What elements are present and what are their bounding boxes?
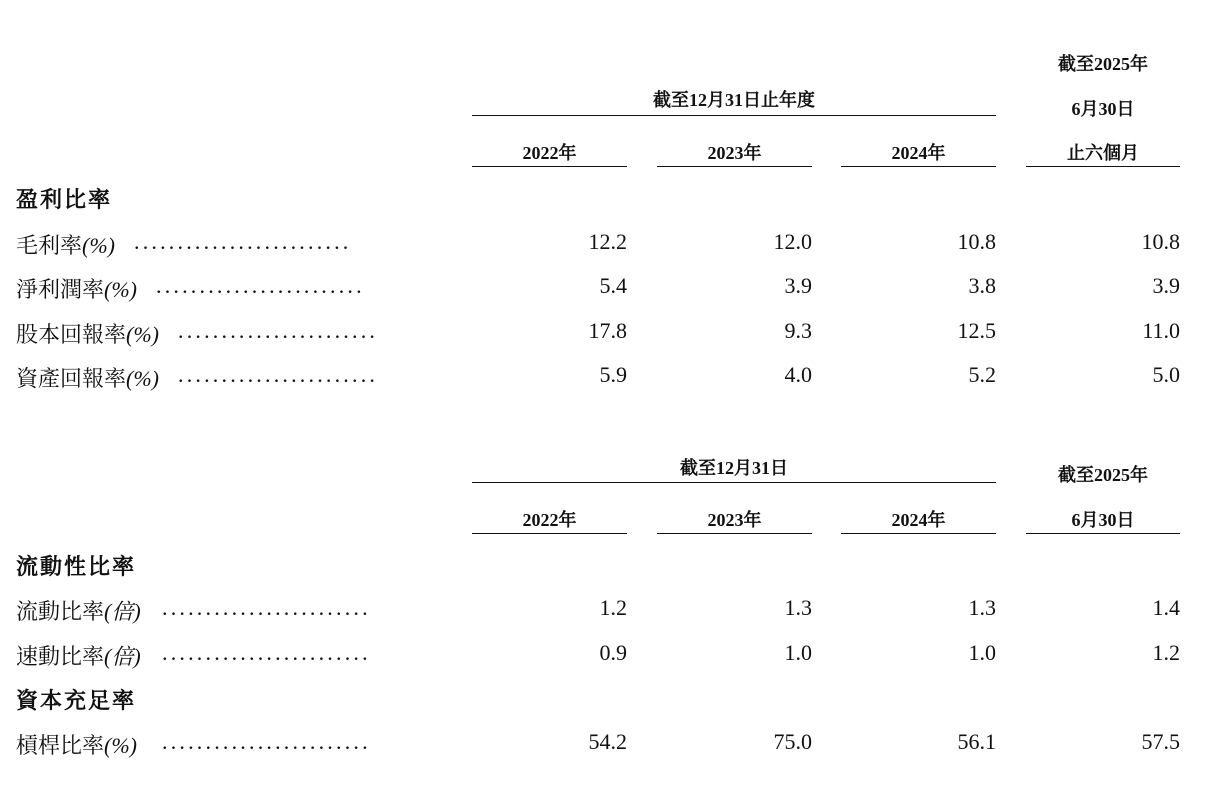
row-label: 資產回報率(%) [16,366,159,391]
value-2022: 0.9 [599,640,627,665]
table2-year-2023: 2023年 [707,510,762,530]
table1-year-2023: 2023年 [707,143,762,163]
leader-dots: ......................... [134,229,352,254]
section-title-profitability: 盈利比率 [16,187,113,212]
table1-last-header-line3: 止六個月 [1067,143,1139,163]
value-2025h1: 57.5 [1141,729,1180,754]
table1-col-rule-last [1026,166,1180,167]
row-label: 速動比率(倍) [16,644,141,669]
value-2025h1: 1.2 [1152,640,1180,665]
value-2025h1: 5.0 [1152,362,1180,387]
table2-period-header: 截至12月31日 [680,458,788,478]
table1-last-header-line2: 6月30日 [1071,99,1135,119]
value-2022: 12.2 [588,229,627,254]
value-2025h1: 10.8 [1141,229,1180,254]
table2-year-2024: 2024年 [891,510,946,530]
value-2024: 56.1 [957,729,996,754]
leader-dots: ........................ [156,273,365,298]
table2-last-header-line2: 6月30日 [1071,510,1135,530]
value-2023: 4.0 [784,362,812,387]
table1-col-rule-2024 [841,166,996,167]
value-2025h1: 3.9 [1152,273,1180,298]
table1-col-rule-2022 [472,166,627,167]
table2-col-rule-2023 [657,533,812,534]
value-2024: 1.0 [968,640,996,665]
value-2022: 5.9 [599,362,627,387]
value-2024: 1.3 [968,595,996,620]
table2-year-2022: 2022年 [522,510,577,530]
value-2025h1: 11.0 [1142,318,1180,343]
table2-period-rule [472,482,996,483]
leader-dots: ....................... [178,318,379,343]
value-2025h1: 1.4 [1152,595,1180,620]
table2-col-rule-last [1026,533,1180,534]
table1-period-header: 截至12月31日止年度 [653,90,815,110]
value-2022: 5.4 [599,273,627,298]
row-label: 股本回報率(%) [16,322,159,347]
value-2023: 12.0 [773,229,812,254]
value-2024: 10.8 [957,229,996,254]
table1-col-rule-2023 [657,166,812,167]
value-2023: 9.3 [784,318,812,343]
row-label: 槓桿比率(%) [16,733,137,758]
row-label: 毛利率(%) [16,233,115,258]
value-2023: 75.0 [773,729,812,754]
value-2022: 17.8 [588,318,627,343]
row-label: 流動比率(倍) [16,599,141,624]
leader-dots: ....................... [178,362,379,387]
table1-period-rule [472,115,996,116]
table2-last-header-line1: 截至2025年 [1058,465,1148,485]
leader-dots: ........................ [162,595,371,620]
value-2022: 1.2 [599,595,627,620]
value-2022: 54.2 [588,729,627,754]
section-title-liquidity: 流動性比率 [16,554,137,579]
table1-year-2022: 2022年 [522,143,577,163]
value-2023: 1.3 [784,595,812,620]
value-2024: 5.2 [968,362,996,387]
table2-col-rule-2022 [472,533,627,534]
leader-dots: ........................ [162,640,371,665]
table1-last-header-line1: 截至2025年 [1058,54,1148,74]
leader-dots: ........................ [162,729,371,754]
table2-col-rule-2024 [841,533,996,534]
value-2024: 12.5 [957,318,996,343]
value-2023: 1.0 [784,640,812,665]
row-label: 淨利潤率(%) [16,277,137,302]
value-2023: 3.9 [784,273,812,298]
value-2024: 3.8 [968,273,996,298]
section-title-capital-adequacy: 資本充足率 [16,688,137,713]
table1-year-2024: 2024年 [891,143,946,163]
